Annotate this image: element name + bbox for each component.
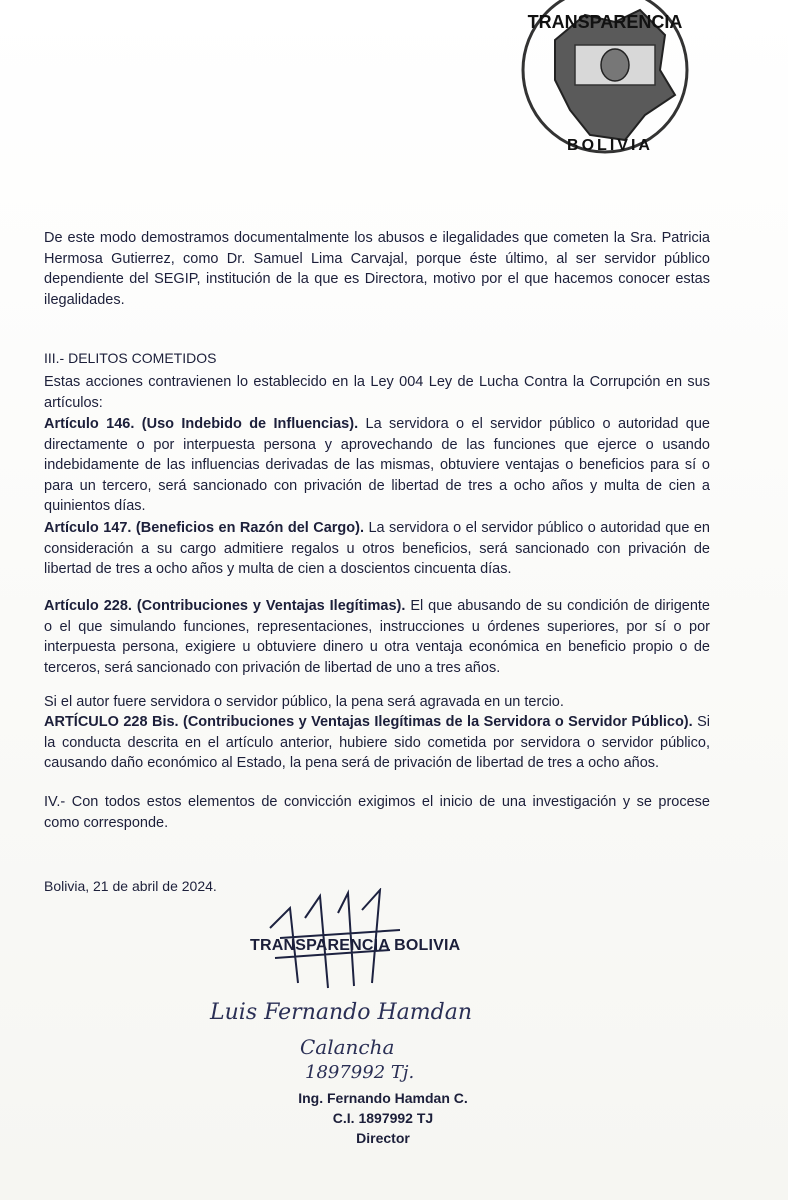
section-4-paragraph: IV.- Con todos estos elementos de convicción exigimos el inicio de una investigación y se procese como corresponde. — [44, 794, 710, 831]
article-228-title: Artículo 228. (Contribuciones y Ventajas Ilegítimas). — [44, 598, 406, 614]
article-146-text: La servidora o el servidor público o autoridad que directamente o por interpuesta persona y aprovechando de las funciones que ejerce o usando indebidamente de las influencias derivadas de las mismas, obtuviere ventajas o beneficios para sí o para un tercero, será sancionado con privación de libertad de tres a ocho años y multa de cien a quinientos días. — [44, 416, 710, 514]
article-228-bis — [44, 712, 710, 774]
logo-bottom-text: BOLIVIA — [567, 137, 653, 154]
signer-ci: C.I. 1897992 TJ — [332, 1110, 434, 1126]
intro-paragraph: De este modo demostramos documentalmente los abusos e ilegalidades que cometen la Sra. Patricia Hermosa Gutierrez, como Dr. Samuel Lima Carvajal, porque éste último, al ser servidor público dependiente del SEGIP, institución de la que es Directora, motivo por el que hacemos conocer estas ilegalidades. — [44, 230, 710, 308]
signer-block — [288, 1088, 478, 1148]
article-146 — [44, 414, 710, 517]
section-3-lead: Estas acciones contravienen lo establecido en la Ley 004 Ley de Lucha Contra la Corrupción en sus artículos: — [44, 374, 710, 411]
section-3-heading: III.- DELITOS COMETIDOS — [44, 350, 217, 366]
handwritten-id: 1897992 Tj. — [305, 1062, 415, 1083]
document-date: Bolivia, 21 de abril de 2024. — [44, 878, 217, 894]
article-228 — [44, 596, 710, 678]
transparencia-bolivia-logo — [515, 0, 695, 165]
article-146-title: Artículo 146. (Uso Indebido de Influencias). — [44, 416, 359, 432]
signer-role: Director — [356, 1130, 410, 1146]
article-228-text: El que abusando de su condición de dirigente o el que simulando funciones, representaciones, instrucciones u órdenes superiores, por sí o por interpuesta persona, exigiere u obtuviere dinero u otra ventaja económica en beneficio propio o de terceros, será sancionado con privación de libertad de uno a tres años. — [44, 598, 710, 676]
article-147-text: La servidora o el servidor público o autoridad que en consideración a su cargo admitiere regalos u otros beneficios, será sancionado con privación de libertad de tres a ocho años y multa de cien a doscientos cincuenta días. — [44, 520, 710, 577]
handwritten-name-line-2: Calancha — [300, 1035, 395, 1059]
article-228-bis-title: ARTÍCULO 228 Bis. (Contribuciones y Ventajas Ilegítimas de la Servidora o Servidor Público). — [44, 714, 693, 730]
article-228-bis-text: Si la conducta descrita en el artículo anterior, hubiere sido cometida por servidora o servidor público, causando daño económico al Estado, la pena será de privación de libertad de tres a ocho años. — [44, 714, 710, 771]
aggravation-note: Si el autor fuere servidora o servidor público, la pena será agravada en un tercio. — [44, 694, 564, 710]
article-147-title: Artículo 147. (Beneficios en Razón del Cargo). — [44, 520, 364, 536]
article-147 — [44, 518, 710, 580]
signer-name: Ing. Fernando Hamdan C. — [298, 1090, 468, 1106]
logo-top-text: TRANSPARENCIA — [527, 12, 683, 32]
signature-org-name: TRANSPARENCIA BOLIVIA — [250, 937, 461, 954]
handwritten-name-line-1: Luis Fernando Hamdan — [210, 1000, 473, 1025]
